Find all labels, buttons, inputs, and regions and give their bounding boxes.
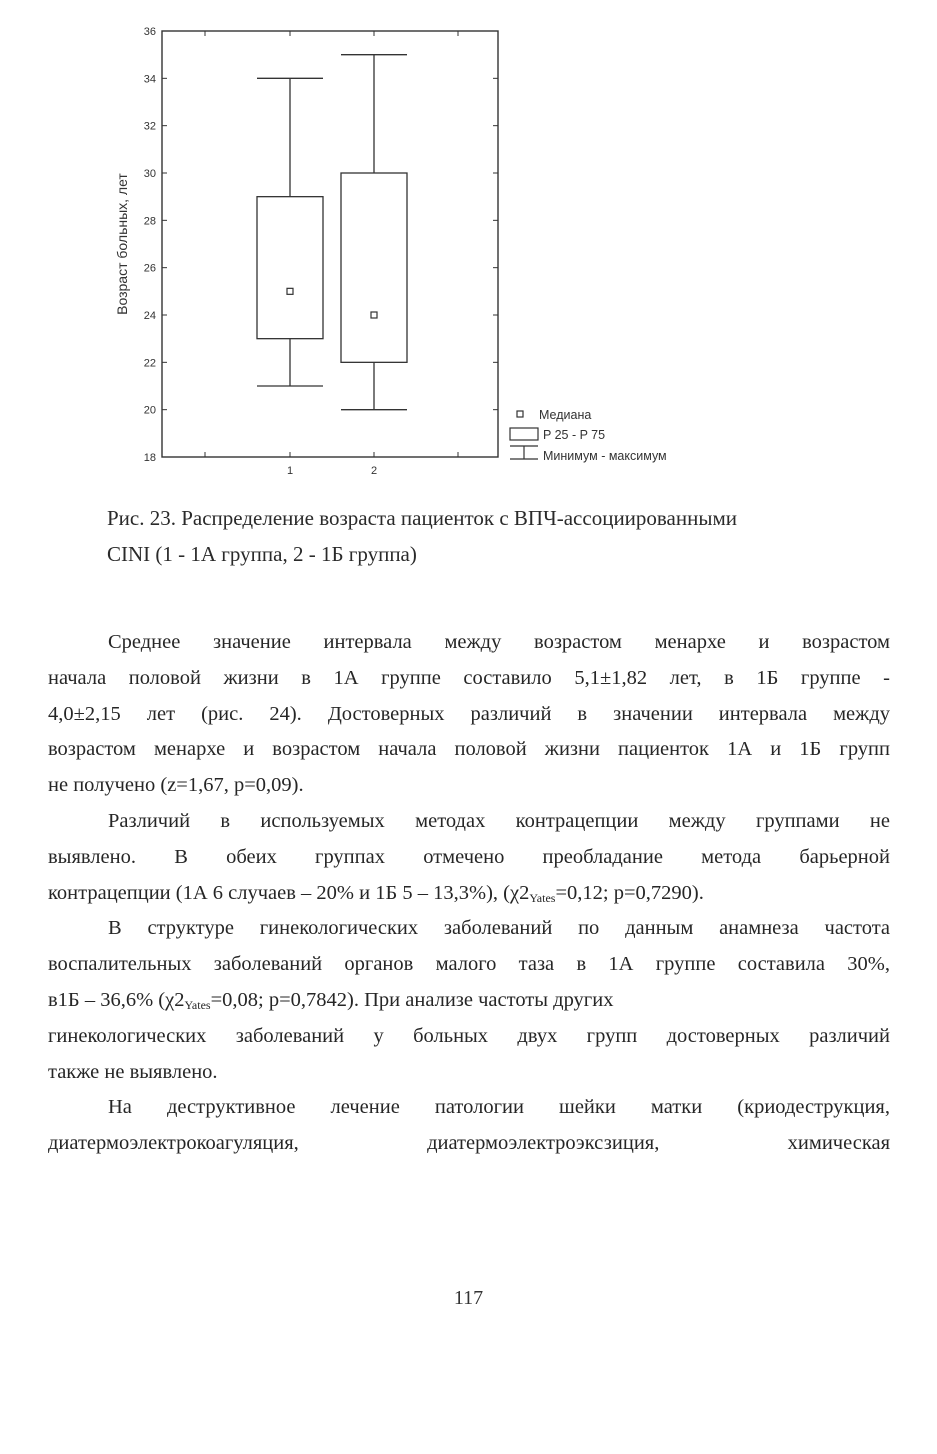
paragraph-line: не получено (z=1,67, p=0,09). (48, 774, 304, 797)
subscript: Yates (529, 890, 556, 905)
page-number: 117 (453, 1287, 484, 1309)
legend (510, 408, 667, 463)
paragraph-line: воспалительных заболеваний органов малого таза в 1А группе составила 30%, (48, 953, 890, 976)
paragraph-line: выявлено. В обеих группах отмечено преобладание метода барьерной (48, 845, 890, 868)
subscript: Yates (184, 997, 211, 1012)
paragraph-line: возрастом менархе и возрастом начала половой жизни пациенток 1А и 1Б групп (48, 738, 890, 761)
text-run (48, 983, 613, 1019)
paragraph-line: диатермоэлектрокоагуляция, диатермоэлектроэксзиция, химическая (48, 1132, 890, 1155)
y-tick-label: 36 (143, 26, 156, 38)
paragraph-2 (48, 804, 890, 911)
y-tick-label: 26 (143, 262, 156, 275)
text-run: в1Б – 36,6% (χ2 (48, 988, 185, 1011)
figure-caption (107, 500, 907, 572)
text-run: =0,12; p=0,7290). (555, 881, 704, 904)
median-marker (371, 312, 377, 318)
paragraph-3 (48, 911, 890, 1090)
caption-line-2: CINI (1 - 1А группа, 2 - 1Б группа) (107, 542, 417, 566)
paragraph-line: На деструктивное лечение патологии шейки матки (криодеструкция, (108, 1096, 890, 1119)
y-tick-label: 32 (143, 120, 156, 133)
box-plot-chart (0, 0, 937, 490)
legend-box-marker (510, 428, 538, 440)
paragraph-line (48, 876, 890, 912)
y-tick-label: 22 (143, 357, 156, 370)
y-tick-label: 34 (143, 73, 156, 86)
y-axis (144, 26, 498, 464)
legend-box-label: P 25 - P 75 (543, 428, 606, 442)
text-run: контрацепции (1А 6 случаев – 20% и 1Б 5 – 13,3%), (χ2 (48, 881, 530, 904)
caption-line-1: Рис. 23. Распределение возраста пациенток с ВПЧ-ассоциированными (107, 506, 737, 530)
paragraph-line: Среднее значение интервала между возрастом менархе и возрастом (108, 631, 890, 653)
paragraph-line: В структуре гинекологических заболеваний по данным анамнеза частота (108, 917, 890, 940)
iqr-box (341, 173, 407, 362)
paragraph-4 (48, 1090, 890, 1162)
body-text (48, 625, 890, 1162)
y-axis-label: Возраст больных, лет (114, 173, 130, 315)
box-1 (257, 78, 323, 386)
paragraph-line: также не выявлено. (48, 1060, 218, 1083)
text-run: =0,08; p=0,7842). При анализе частоты других (210, 988, 614, 1011)
legend-median-label: Медиана (539, 408, 592, 422)
paragraph-line: гинекологических заболеваний у больных двух групп достоверных различий (48, 1024, 890, 1047)
median-marker (287, 288, 293, 294)
x-tick-label: 1 (286, 465, 294, 477)
paragraph-line: Различий в используемых методах контрацепции между группами не (108, 809, 890, 832)
plot-frame (162, 31, 498, 457)
legend-whisker-label: Минимум - максимум (543, 449, 667, 463)
y-tick-label: 18 (143, 452, 156, 464)
paragraph-line: начала половой жизни в 1А группе составило 5,1±1,82 лет, в 1Б группе - (48, 666, 890, 689)
y-tick-label: 28 (143, 215, 156, 228)
y-tick-label: 24 (143, 310, 156, 322)
y-tick-label: 20 (143, 404, 156, 417)
box-series (257, 55, 407, 410)
y-tick-label: 30 (143, 168, 156, 180)
paragraph-1 (48, 625, 890, 804)
x-axis (205, 31, 458, 477)
paragraph-line (48, 983, 890, 1019)
legend-median-marker (517, 411, 523, 417)
box-2 (341, 55, 407, 410)
x-tick-label: 2 (370, 465, 378, 477)
paragraph-line: 4,0±2,15 лет (рис. 24). Достоверных различий в значении интервала между (48, 702, 890, 725)
iqr-box (257, 197, 323, 339)
